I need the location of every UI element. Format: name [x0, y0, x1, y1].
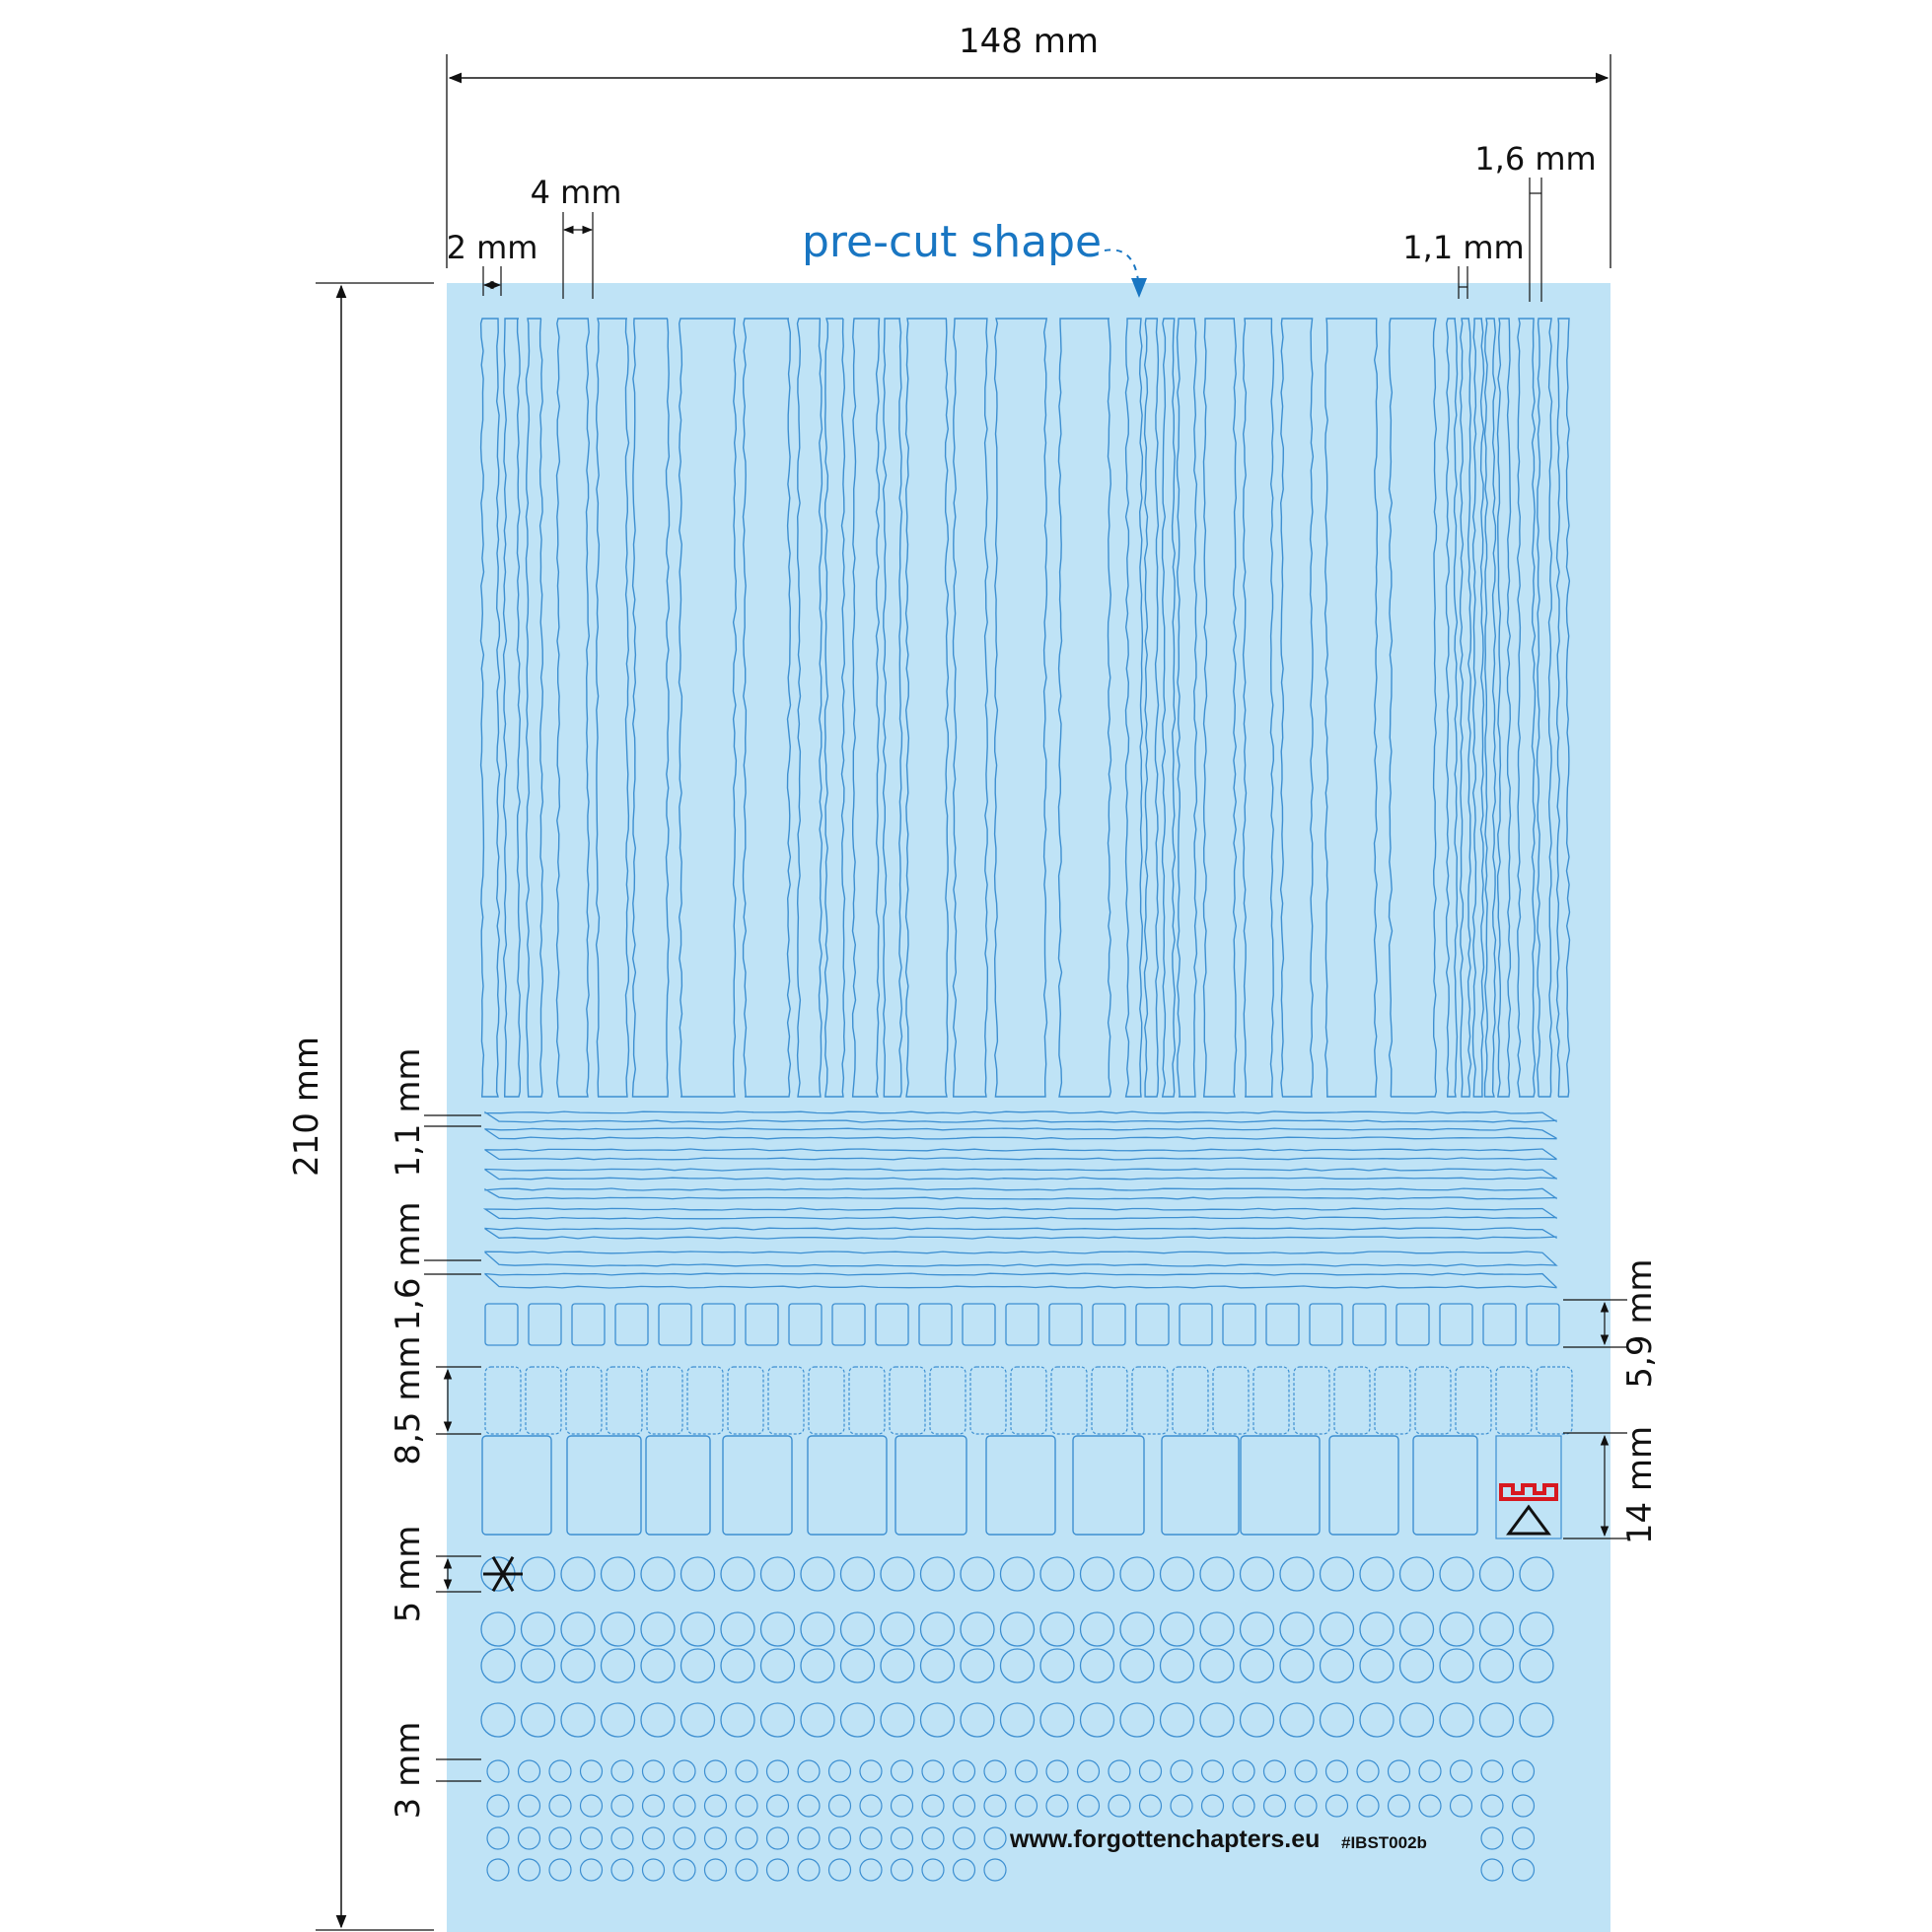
row-3mm-label: 3 mm	[389, 1721, 428, 1820]
col-1-1mm-label: 1,1 mm	[1402, 229, 1525, 266]
row-1-6mm-label: 1,6 mm	[389, 1201, 428, 1331]
col-1-6mm-label: 1,6 mm	[1474, 140, 1597, 178]
pre-cut-label: pre-cut shape	[802, 217, 1103, 267]
width-label: 148 mm	[959, 22, 1099, 61]
col-1-6mm-dimension	[1474, 140, 1596, 302]
col-4mm-label: 4 mm	[530, 174, 622, 211]
row-8-5mm-label: 8,5 mm	[389, 1335, 428, 1466]
website-url: www.forgottenchapters.eu	[1010, 1825, 1321, 1853]
col-4mm-dimension	[531, 174, 622, 299]
row-1-1mm-label: 1,1 mm	[389, 1047, 428, 1178]
row-14mm-label: 14 mm	[1620, 1425, 1660, 1545]
col-2mm-label: 2 mm	[446, 229, 538, 266]
row-5-9mm-label: 5,9 mm	[1620, 1258, 1660, 1389]
product-code: #IBST002b	[1341, 1833, 1427, 1852]
height-label: 210 mm	[287, 1037, 326, 1177]
row-5mm-label: 5 mm	[389, 1525, 428, 1623]
